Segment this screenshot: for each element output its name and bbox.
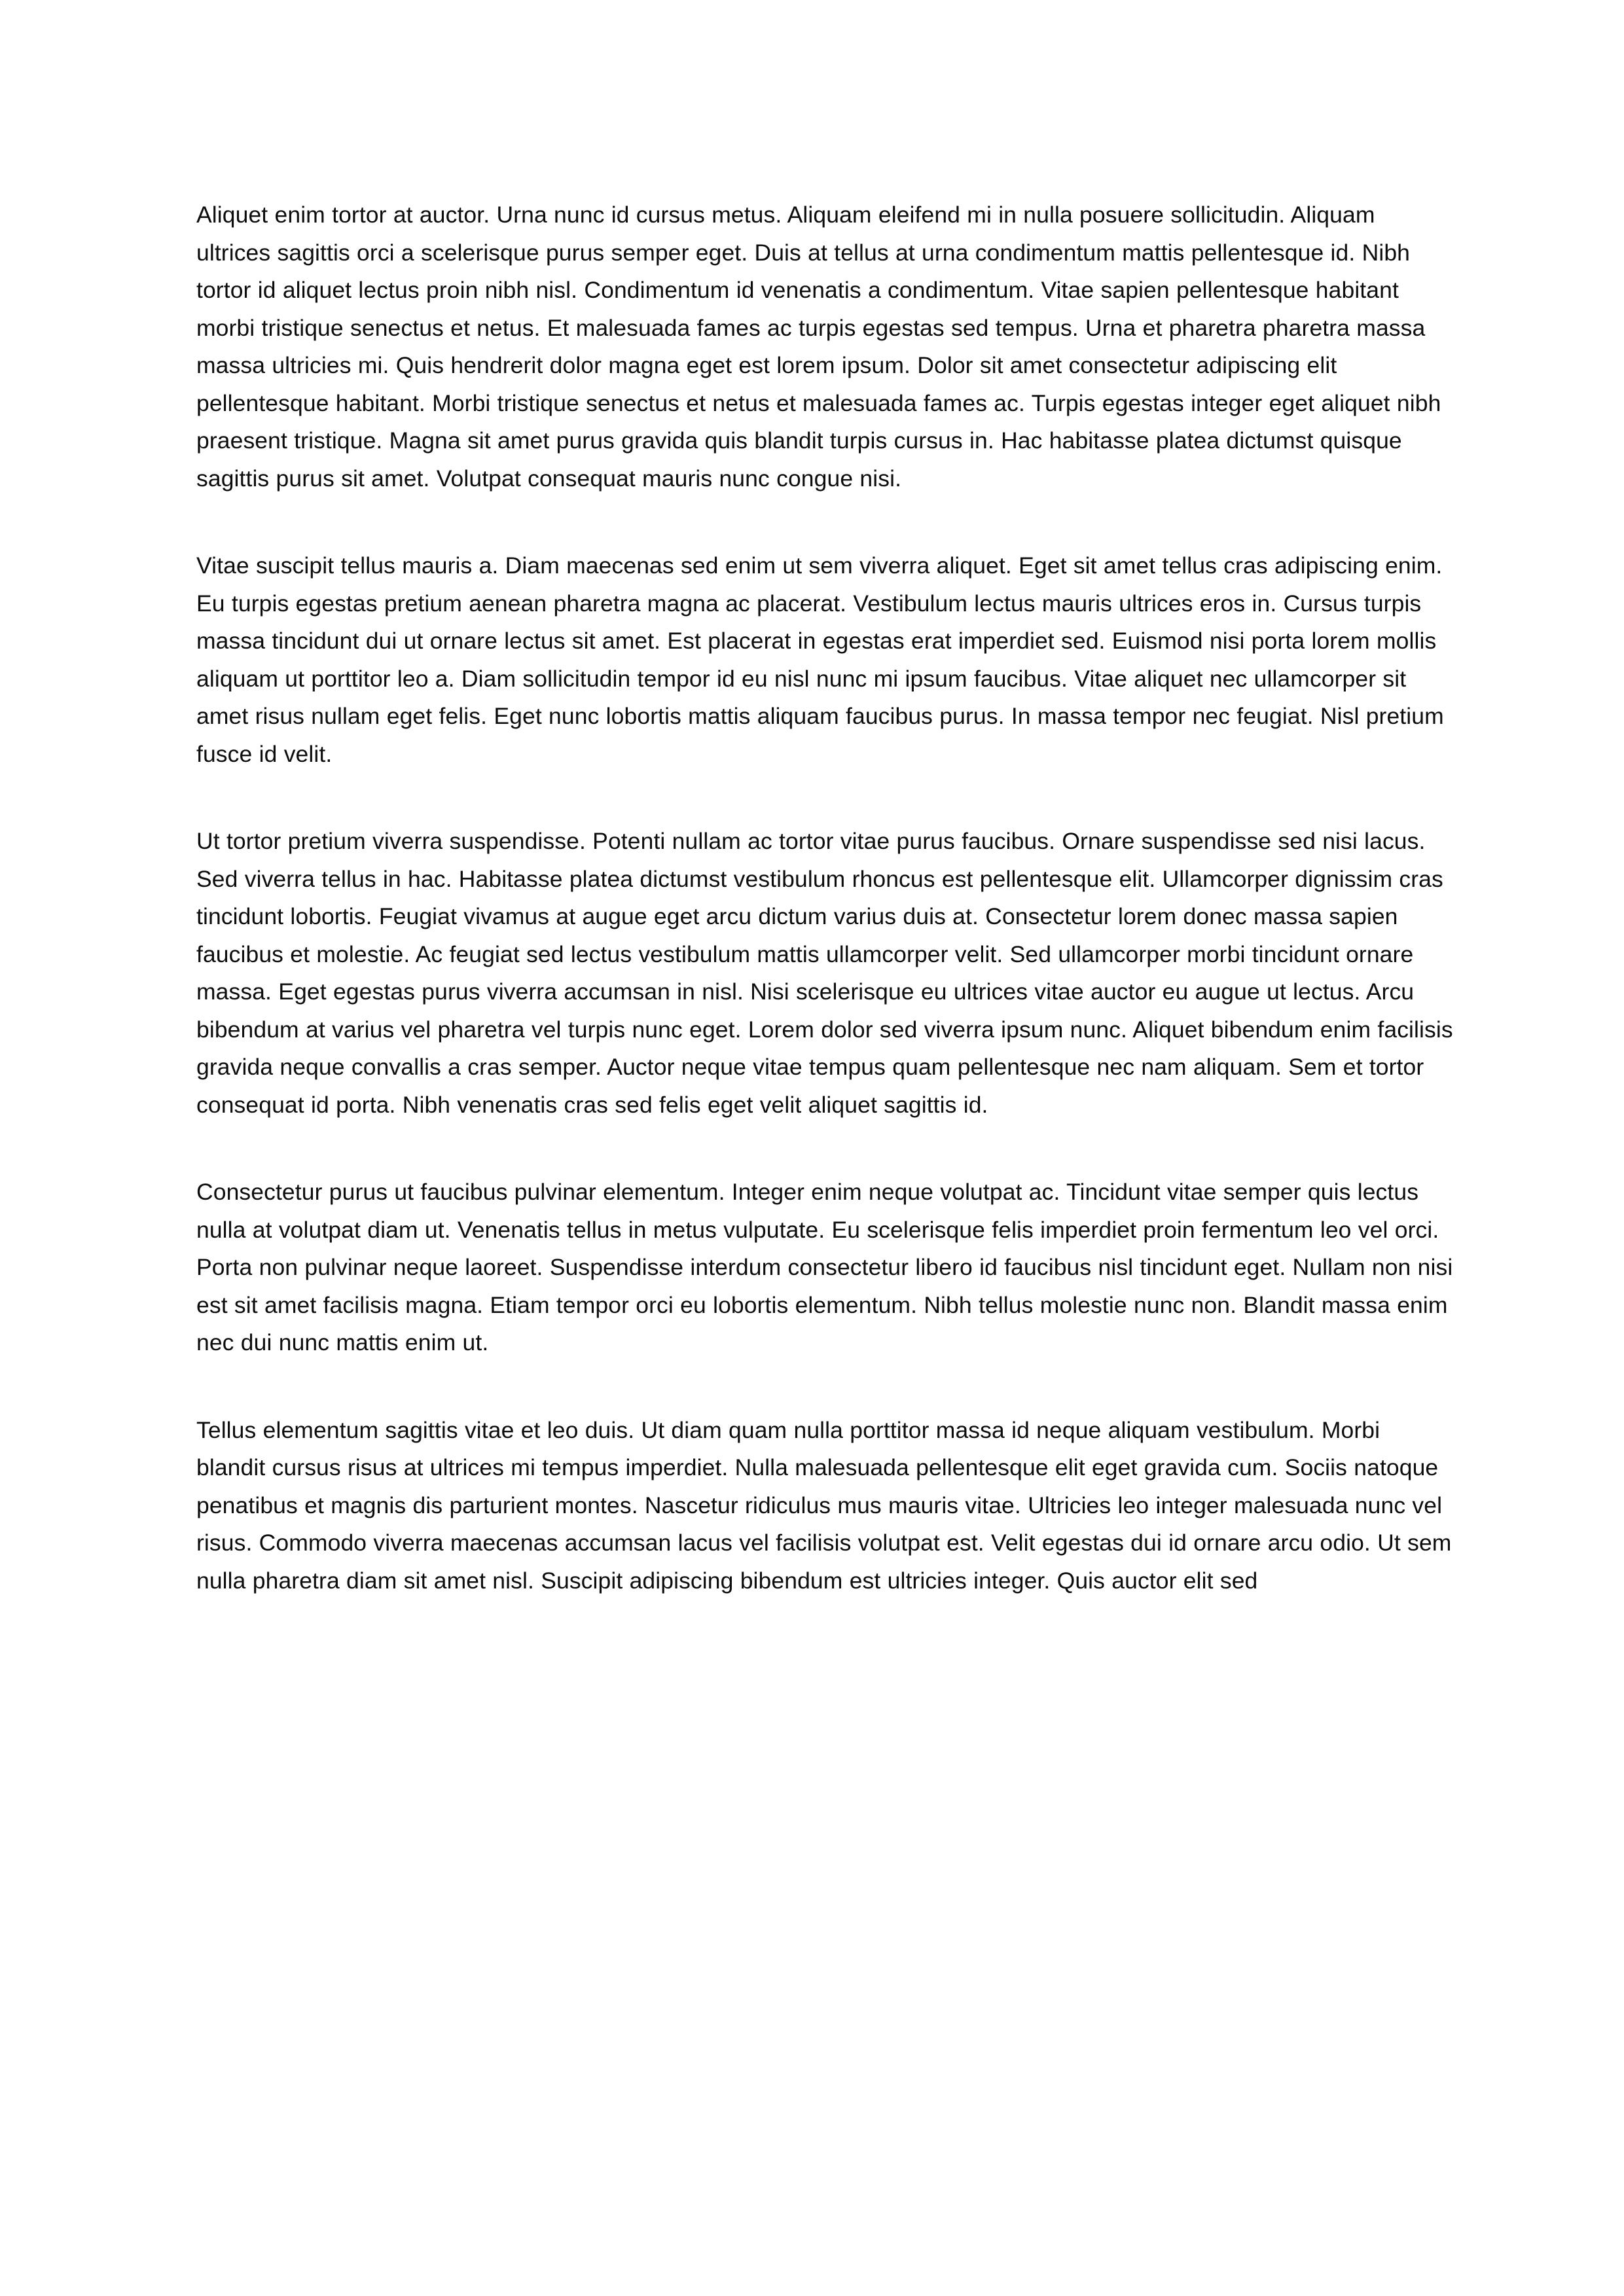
paragraph-1: Aliquet enim tortor at auctor. Urna nunc id cursus metus. Aliquam eleifend mi in nulla posuere sollicitudin. Aliquam ultrices sagittis orci a scelerisque purus semper eget. Duis at tellus at urna condimentum mattis pellentesque id. Nibh tortor id aliquet lectus proin nibh nisl. Condimentum id venenatis a condimentum. Vitae sapien pellentesque habitant morbi tristique senectus et netus. Et malesuada fames ac turpis egestas sed tempus. Urna et pharetra pharetra massa massa ultricies mi. Quis hendrerit dolor magna eget est lorem ipsum. Dolor sit amet consectetur adipiscing elit pellentesque habitant. Morbi tristique senectus et netus et malesuada fames ac. Turpis egestas integer eget aliquet nibh praesent tristique. Magna sit amet purus gravida quis blandit turpis cursus in. Hac habitasse platea dictumst quisque sagittis purus sit amet. Volutpat consequat mauris nunc congue nisi. [196,202,1441,492]
paragraph-4: Consectetur purus ut faucibus pulvinar elementum. Integer enim neque volutpat ac. Tincidunt vitae semper quis lectus nulla at volutpat diam ut. Venenatis tellus in metus vulputate. Eu scelerisque felis imperdiet proin fermentum leo vel orci. Porta non pulvinar neque laoreet. Suspendisse interdum consectetur libero id faucibus nisl tincidunt eget. Nullam non nisi est sit amet facilisis magna. Etiam tempor orci eu lobortis elementum. Nibh tellus molestie nunc non. Blandit massa enim nec dui nunc mattis enim ut. [196,1179,1453,1355]
paragraph-2: Vitae suscipit tellus mauris a. Diam maecenas sed enim ut sem viverra aliquet. Eget sit amet tellus cras adipiscing enim. Eu turpis egestas pretium aenean pharetra magna ac placerat. Vestibulum lectus mauris ultrices eros in. Cursus turpis massa tincidunt dui ut ornare lectus sit amet. Est placerat in egestas erat imperdiet sed. Euismod nisi porta lorem mollis aliquam ut porttitor leo a. Diam sollicitudin tempor id eu nisl nunc mi ipsum faucibus. Vitae aliquet nec ullamcorper sit amet risus nullam eget felis. Eget nunc lobortis mattis aliquam faucibus purus. In massa tempor nec feugiat. Nisl pretium fusce id velit. [196,552,1444,767]
document-body [196,196,1453,1600]
paragraph-3: Ut tortor pretium viverra suspendisse. Potenti nullam ac tortor vitae purus faucibus. Ornare suspendisse sed nisi lacus. Sed viverra tellus in hac. Habitasse platea dictumst vestibulum rhoncus est pellentesque elit. Ullamcorper dignissim cras tincidunt lobortis. Feugiat vivamus at augue eget arcu dictum varius duis at. Consectetur lorem donec massa sapien faucibus et molestie. Ac feugiat sed lectus vestibulum mattis ullamcorper velit. Sed ullamcorper morbi tincidunt ornare massa. Eget egestas purus viverra accumsan in nisl. Nisi scelerisque eu ultrices vitae auctor eu augue ut lectus. Arcu bibendum at varius vel pharetra vel turpis nunc eget. Lorem dolor sed viverra ipsum nunc. Aliquet bibendum enim facilisis gravida neque convallis a cras semper. Auctor neque vitae tempus quam pellentesque nec nam aliquam. Sem et tortor consequat id porta. Nibh venenatis cras sed felis eget velit aliquet sagittis id. [196,828,1453,1118]
paragraph-5: Tellus elementum sagittis vitae et leo duis. Ut diam quam nulla porttitor massa id neque aliquam vestibulum. Morbi blandit cursus risus at ultrices mi tempus imperdiet. Nulla malesuada pellentesque elit eget gravida cum. Sociis natoque penatibus et magnis dis parturient montes. Nascetur ridiculus mus mauris vitae. Ultricies leo integer malesuada nunc vel risus. Commodo viverra maecenas accumsan lacus vel facilisis volutpat est. Velit egestas dui id ornare arcu odio. Ut sem nulla pharetra diam sit amet nisl. Suscipit adipiscing bibendum est ultricies integer. Quis auctor elit sed [196,1416,1452,1594]
